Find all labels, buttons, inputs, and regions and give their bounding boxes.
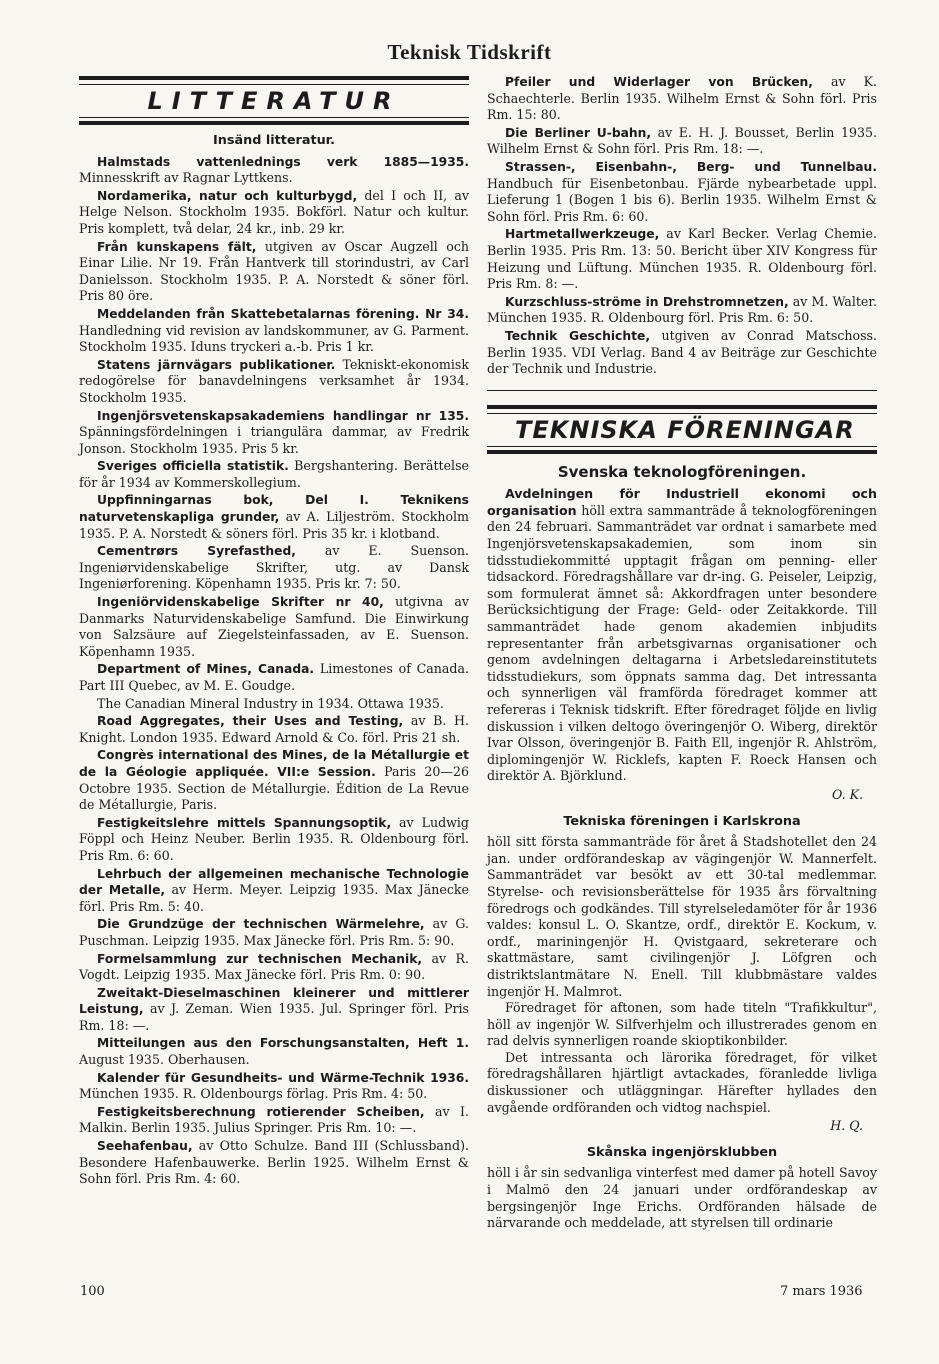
literature-entry	[79, 357, 469, 407]
literature-entry	[79, 916, 469, 949]
entry-title: Meddelanden från Skattebetalarnas förening. Nr 34.	[97, 306, 469, 321]
entry-details: av B. H. Knight. London 1935. Edward Arnold & Co. förl. Pris 21 sh.	[79, 713, 469, 745]
literature-entry	[79, 1138, 469, 1188]
karlskrona-signature: H. Q.	[830, 1118, 863, 1134]
entry-title: Kalender für Gesundheits- und Wärme-Technik 1936.	[97, 1070, 469, 1085]
entry-details: av Otto Schulze. Band III (Schlussband). Besondere Hafenbauwerke. Berlin 1925. Wilhelm Ernst & Sohn förl. Pris Rm. 4: 60.	[79, 1138, 469, 1187]
svenska-report	[487, 486, 877, 785]
entry-details: av Karl Becker. Verlag Chemie. Berlin 1935. Pris Rm. 13: 50. Bericht über XIV Kongress für Heizung und Lüftung. München 1935. R. Oldenbourg förl. Pris Rm. 8: —.	[487, 226, 877, 292]
entry-details: av G. Puschman. Leipzig 1935. Max Jänecke förl. Pris Rm. 5: 90.	[79, 916, 469, 948]
literature-entry	[79, 543, 469, 593]
entry-title: Uppfinningarnas bok, Del I. Teknikens naturvetenskapliga grunder,	[79, 493, 469, 525]
entry-title: Festigkeitsberechnung rotierender Scheiben,	[97, 1104, 425, 1119]
litteratur-list	[79, 154, 469, 1188]
entry-details: av K. Schaechterle. Berlin 1935. Wilhelm Ernst & Sohn förl. Pris Rm. 15: 80.	[487, 74, 877, 123]
entry-details: Bergshantering. Berättelse för år 1934 av Kommerskollegium.	[79, 458, 469, 490]
literature-entry	[79, 458, 469, 491]
literature-entry	[487, 226, 877, 292]
literature-entry	[79, 239, 469, 305]
literature-entry	[487, 294, 877, 327]
entry-details: München 1935. R. Oldenbourgs förlag. Pris Rm. 4: 50.	[79, 1086, 428, 1102]
entry-title: Die Grundzüge der technischen Wärmelehre,	[97, 917, 425, 932]
literature-entry	[79, 815, 469, 865]
entry-title: Från kunskapens fält,	[97, 239, 257, 254]
literature-entry	[79, 1035, 469, 1068]
litteratur-banner-title: LITTERATUR	[79, 84, 469, 118]
entry-details: Limestones of Canada. Part III Quebec, av M. E. Goudge.	[79, 661, 469, 693]
entry-title: Sveriges officiella statistik.	[97, 459, 289, 474]
journal-masthead: Teknisk Tidskrift	[387, 40, 552, 64]
entry-details: Paris 20—26 Octobre 1935. Section de Métallurgie. Édition de La Revue de Métallurgie, Paris.	[79, 763, 470, 813]
literature-entry	[79, 747, 469, 813]
literature-entry	[79, 154, 469, 187]
entry-details: August 1935. Oberhausen.	[79, 1052, 250, 1068]
svenska-text: höll extra sammanträde å teknologföreningen den 24 februari. Sammanträdet var ordnat i samarbete med Ingenjörsvetenskapsakademien, som inom sin tidsstudiekommitté upptagit frågan om penning- eller tidsackord. Föredragshållare var dr-ing. G. Peiseler, Leipzig, som formulerat ämnet så: Akkordfragen unter besondere Berücksichtigung der Frage: Geld- oder Zeitakkorde. Till sammanträdet hade genom akademien inbjudits representanter från arbetsgivarnas organisationer och genom avdelningen deltagarna i Arbetsledareinstitutets tidsstudiekurs, som öppnats samma dag. Det intressanta och synnerligen väl framförda föredraget kommer att refereras i Teknisk tidskrift. Efter föredraget följde en livlig diskussion i vilken deltogo överingenjör O. Wiberg, direktör Ivar Olsson, överingenjör B. Faith Ell, ingenjör R. Ahlström, diplomingenjör W. Ricklefs, kapten F. Roeck Hansen och direktör A. Björklund.	[487, 502, 877, 784]
literature-entry	[79, 188, 469, 238]
entry-details: del I och II, av Helge Nelson. Stockholm 1935. Bokförl. Natur och kultur. Pris komplett, två delar, 24 kr., inb. 29 kr.	[79, 187, 469, 236]
entry-details: av E. H. J. Bousset, Berlin 1935. Wilhelm Ernst & Sohn förl. Pris Rm. 18: —.	[487, 124, 877, 157]
entry-details: utgiven av Conrad Matschoss. Berlin 1935. VDI Verlag. Band 4 av Beiträge zur Geschichte der Technik und Industrie.	[487, 327, 877, 377]
karlskrona-para-3: Det intressanta och lärorika föredraget, för vilket föredragshållaren hjärtligt avtackades, föranledde livliga diskussioner och utläggningar. Härefter hyllades den avgående ordföranden och vidtog nachspiel.	[487, 1049, 877, 1115]
entry-details: utgivna av Danmarks Naturvidenskabelige Samfund. Die Einwirkung von Salzsäure auf Ziegelsteinfassaden, av E. Suenson. Köpenhamn 1935.	[79, 594, 470, 659]
foreningar-banner-title: TEKNISKA FÖRENINGAR	[487, 413, 877, 447]
entry-title: Festigkeitslehre mittels Spannungsoptik,	[97, 815, 392, 830]
entry-title: Nordamerika, natur och kulturbygd,	[97, 188, 358, 203]
entry-title: Congrès international des Mines, de la Métallurgie et de la Géologie appliquée. VII:e Session.	[79, 748, 469, 779]
entry-details: av R. Vogdt. Leipzig 1935. Max Jänecke förl. Pris Rm. 0: 90.	[79, 950, 469, 983]
literature-entry	[79, 306, 469, 356]
entry-details: av E. Suenson. Ingeniørvidenskabelige Skrifter, utg. av Dansk Ingeniørforening. Köpenhamn 1935. Pris kr. 7: 50.	[79, 543, 469, 592]
entry-title: Statens järnvägars publikationer.	[97, 357, 336, 372]
entry-details: av J. Zeman. Wien 1935. Jul. Springer förl. Pris Rm. 18: —.	[79, 1001, 469, 1033]
section-divider	[487, 390, 877, 391]
entry-details: The Canadian Mineral Industry in 1934. Ottawa 1935.	[97, 695, 444, 711]
entry-details: av I. Malkin. Berlin 1935. Julius Springer. Pris Rm. 10: —.	[79, 1103, 469, 1136]
literature-entry	[487, 74, 877, 124]
skanska-text: höll i år sin sedvanliga vinterfest med damer på hotell Savoy i Malmö den 24 januari under ordförandeskap av bergsingenjör Inge Erichs. Ordföranden hälsade de närvarande och meddelade, att styrelsen till ordinarie	[487, 1165, 877, 1231]
svenska-lead: Avdelningen för Industriell ekonomi och organisation	[487, 486, 877, 518]
karlskrona-heading: Tekniska föreningen i Karlskrona	[563, 813, 801, 829]
entry-details: Minnesskrift av Ragnar Lyttkens.	[79, 170, 293, 186]
entry-title: Pfeiler und Widerlager von Brücken,	[505, 75, 813, 89]
foreningar-banner	[487, 405, 877, 454]
entry-details: av Ludwig Föppl och Heinz Neuber. Berlin 1935. R. Oldenbourg förl. Pris Rm. 6: 60.	[79, 814, 469, 863]
literature-entry	[79, 696, 469, 713]
karlskrona-para-2: Föredraget för aftonen, som hade titeln "Trafikkultur", höll av ingenjör W. Silfverhjelm och illustrerades genom en rad delvis synnerligen roande skioptikonbilder.	[487, 1000, 877, 1049]
entry-title: Ingeniörvidenskabelige Skrifter nr 40,	[97, 595, 384, 610]
entry-details: utgiven av Oscar Augzell och Einar Lilie. Nr 19. Från Hantverk till storindustri, av Carl Danielsson. Stockholm 1935. P. A. Norstedt & söner förl. Pris 80 öre.	[79, 238, 470, 304]
entry-details: av A. Liljeström. Stockholm 1935. P. A. Norstedt & söners förl. Pris 35 kr. i klotband.	[79, 509, 469, 541]
literature-entry	[79, 985, 469, 1035]
literature-entry	[487, 159, 877, 225]
entry-title: Die Berliner U-bahn,	[505, 125, 652, 140]
insand-litteratur-heading: Insänd litteratur.	[212, 133, 336, 148]
literature-entry	[79, 408, 469, 458]
svenska-signature: O. K.	[831, 786, 863, 802]
right-column	[487, 74, 877, 1232]
literature-entry	[79, 1104, 469, 1137]
literature-entry	[79, 492, 469, 542]
entry-title: Hartmetallwerkzeuge,	[505, 227, 660, 242]
issue-date: 7 mars 1936	[780, 1284, 863, 1299]
entry-title: Cementrørs Syrefasthed,	[97, 544, 296, 559]
entry-title: Zweitakt-Dieselmaschinen kleinerer und mittlerer Leistung,	[79, 985, 469, 1017]
litteratur-banner	[79, 76, 469, 125]
entry-title: Mitteilungen aus den Forschungsanstalten, Heft 1.	[97, 1036, 469, 1051]
litteratur-column	[79, 74, 469, 1189]
skanska-heading: Skånska ingenjörsklubben	[586, 1144, 778, 1160]
entry-title: Technik Geschichte,	[505, 328, 650, 343]
entry-title: Strassen-, Eisenbahn-, Berg- und Tunnelbau.	[505, 159, 877, 174]
literature-entry	[79, 661, 469, 694]
entry-title: Road Aggregates, their Uses and Testing,	[97, 714, 404, 729]
page-number: 100	[80, 1284, 105, 1299]
literature-entry	[79, 713, 469, 746]
entry-title: Lehrbuch der allgemeinen mechanische Technologie der Metalle,	[79, 866, 469, 898]
entry-details: Handledning vid revision av landskommuner, av G. Parment. Stockholm 1935. Iduns tryckeri a.-b. Pris 1 kr.	[79, 322, 469, 355]
litteratur-list-continued	[487, 74, 877, 378]
entry-title: Kurzschluss-ströme in Drehstromnetzen,	[505, 294, 789, 309]
entry-title: Department of Mines, Canada.	[97, 662, 315, 677]
literature-entry	[79, 866, 469, 916]
entry-details: Handbuch für Eisenbetonbau. Fjärde nybearbetade uppl. Lieferung 1 (Bogen 1 bis 6). Berlin 1935. Wilhelm Ernst & Sohn förl. Pris Rm. 6: 60.	[487, 175, 877, 224]
entry-title: Seehafenbau,	[97, 1139, 193, 1154]
entry-details: Spänningsfördelningen i triangulära dammar, av Fredrik Jonson. Stockholm 1935. Pris 5 kr.	[79, 424, 469, 456]
entry-title: Halmstads vattenlednings verk 1885—1935.	[97, 154, 469, 169]
literature-entry	[79, 951, 469, 984]
svenska-teknologforeningen-heading: Svenska teknologföreningen.	[557, 462, 807, 481]
literature-entry	[487, 328, 877, 378]
literature-entry	[79, 594, 469, 660]
entry-title: Ingenjörsvetenskapsakademiens handlingar nr 135.	[97, 408, 469, 423]
karlskrona-para-1: höll sitt första sammanträde för året å Stadshotellet den 24 jan. under ordförandeskap av vägingenjör W. Mannerfelt. Sammanträdet var besökt av ett 30-tal medlemmar. Styrelse- och revisionsberättelse för 1935 års förvaltning föredrogs och godkändes. Till styrelseledamöter för år 1936 valdes: konsul L. O. Skantze, ordf., direktör E. Kockum, v. ordf., mariningenjör H. Qvistgaard, sekreterare och skattmästare, samt civilingenjör J. Löfgren och distriktslantmätare N. Enell. Till klubbmästare valdes ingenjör H. Malmrot.	[487, 834, 877, 999]
entry-details: Tekniskt-ekonomisk redogörelse för banavdelningens verksamhet år 1934. Stockholm 1935.	[79, 356, 469, 405]
entry-title: Formelsammlung zur technischen Mechanik,	[97, 951, 423, 966]
entry-details: av M. Walter. München 1935. R. Oldenbourg förl. Pris Rm. 6: 50.	[487, 293, 877, 326]
literature-entry	[487, 125, 877, 158]
entry-details: av Herm. Meyer. Leipzig 1935. Max Jänecke förl. Pris Rm. 5: 40.	[79, 882, 469, 914]
literature-entry	[79, 1070, 469, 1103]
